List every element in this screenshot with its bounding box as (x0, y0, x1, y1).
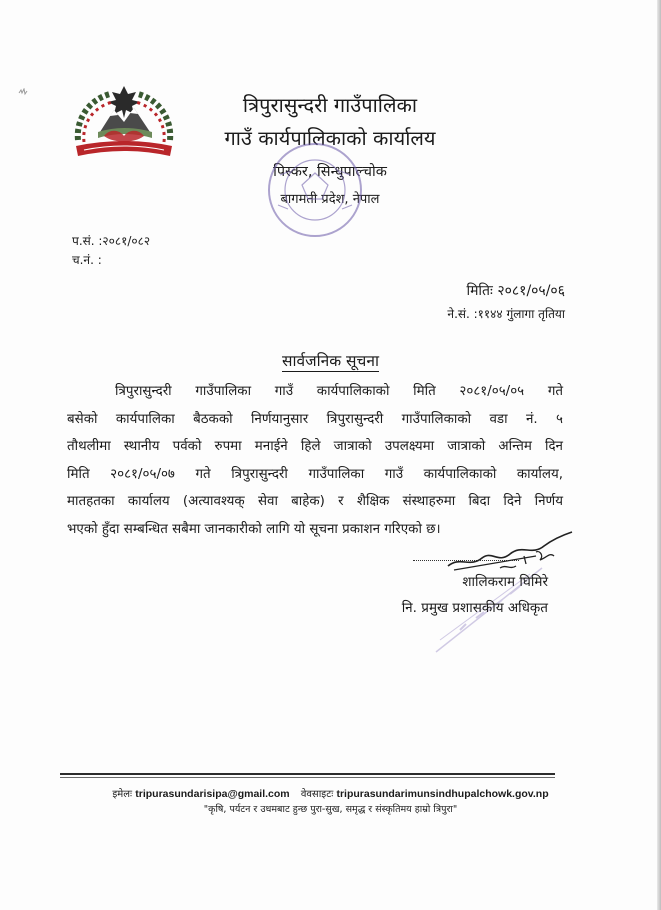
notice-title: सार्वजनिक सूचना (282, 352, 379, 370)
dispatch-number: च.नं. : (72, 253, 102, 267)
footer-contact (0, 786, 661, 800)
province-country: बागमती प्रदेश, नेपाल (280, 192, 380, 207)
office-name: गाउँ कार्यपालिकाको कार्यालय (224, 126, 436, 150)
notice-body-line: मिति २०८१/०५/०७ गते त्रिपुरासुन्दरी गाउँपालिका गाउँ कार्यपालिकाको कार्यालय, (67, 466, 563, 482)
signatory-name: शालिकराम घिमिरे (462, 574, 548, 590)
nepal-sambat-date: ने.सं. :११४४ गुंलागा तृतिया (447, 307, 565, 321)
notice-body-line: बसेको कार्यपालिका बैठकको निर्णयानुसार त्रिपुरासुन्दरी गाउँपालिकाको वडा नं. ५ (67, 411, 563, 427)
municipality-name: त्रिपुरासुन्दरी गाउँपालिका (242, 93, 418, 117)
email-label: इमेलः (112, 789, 133, 800)
website-label: वेवसाइटः (300, 789, 334, 800)
office-stamp-icon (260, 135, 370, 245)
office-address: पिस्कर, सिन्धुपाल्चोक (273, 164, 387, 180)
website-link[interactable]: tripurasundarimunsindhupalchowk.gov.np (336, 788, 549, 800)
footer-divider (60, 773, 555, 778)
signatory-designation: नि. प्रमुख प्रशासकीय अधिकृत (401, 600, 548, 616)
email-link[interactable]: tripurasundarisipa@gmail.com (135, 788, 290, 800)
notice-body-line: भएको हुँदा सम्बन्धित सबैमा जानकारीको लागि यो सूचना प्रकाशन गरिएको छ। (67, 521, 441, 537)
scan-speck (18, 88, 28, 96)
notice-title-wrapper (0, 349, 661, 371)
footer-motto: "कृषि, पर्यटन र उधमबाट हुन्छ पुरा-सुख, समृद्ध र संस्कृतिमय हाम्रो त्रिपुरा" (203, 804, 458, 815)
notice-body-line: मातहतका कार्यालय (अत्यावश्यक् सेवा बाहेक) र शैक्षिक संस्थाहरुमा बिदा दिने निर्णय (67, 494, 563, 509)
notice-body-line: त्रिपुरासुन्दरी गाउँपालिका गाउँ कार्यपालिकाको मिति २०८१/०५/०५ गते (115, 384, 563, 399)
nepal-emblem-icon (70, 80, 178, 172)
page-edge-shadow (657, 0, 661, 910)
letter-date: मितिः २०८१/०५/०६ (466, 283, 565, 299)
reference-number: प.सं. :२०८१/०८२ (72, 234, 151, 248)
notice-body (67, 378, 563, 543)
notice-body-line: तौथलीमा स्थानीय पर्वको रुपमा मनाईने हिले जात्राको उपलक्ष्यमा जात्राको अन्तिम दिन (67, 439, 563, 454)
